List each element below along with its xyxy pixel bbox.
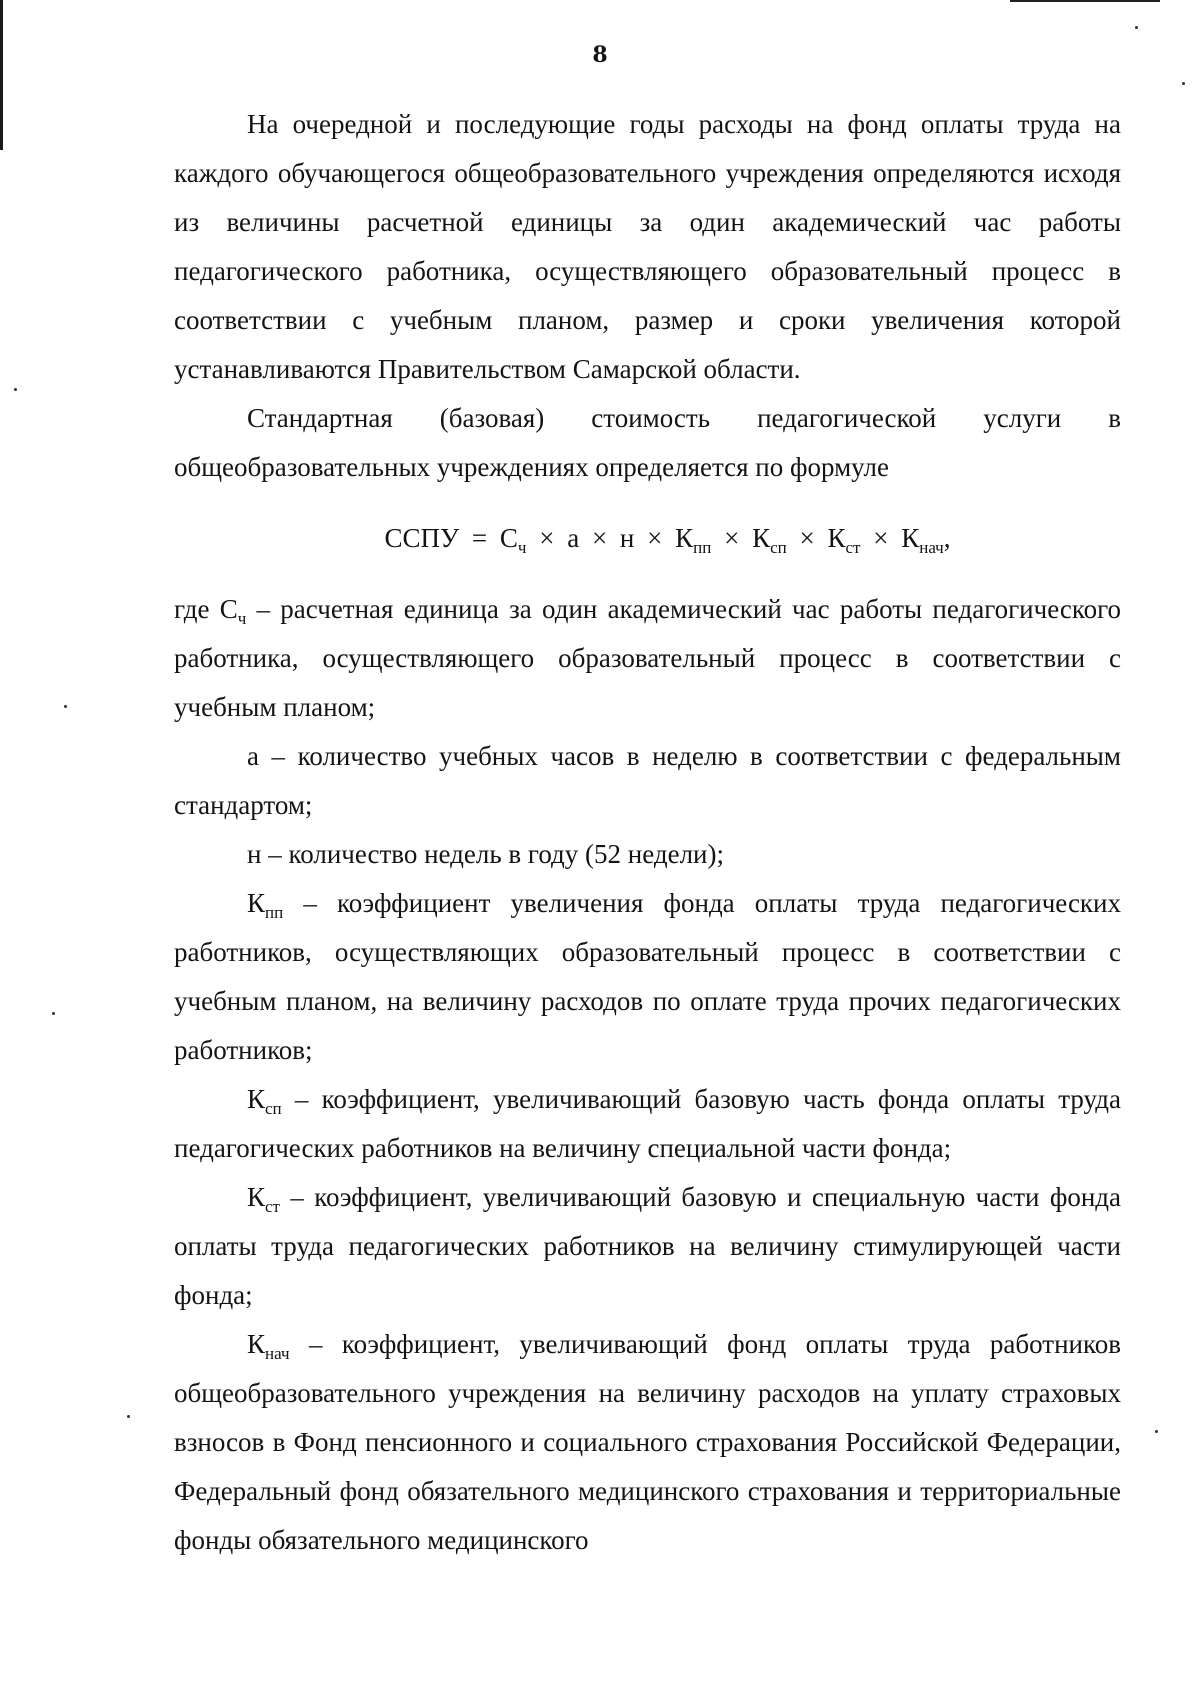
formula-times: × xyxy=(799,523,815,553)
scan-edge-top xyxy=(1010,0,1160,2)
formula-times: × xyxy=(724,523,740,553)
definition-c xyxy=(174,585,1121,732)
formula-kpp-sub: пп xyxy=(693,538,712,557)
definition-n: н – количество недель в году (52 недели); xyxy=(247,839,724,869)
definition-kpp-sub: пп xyxy=(265,903,284,922)
formula-kst: К xyxy=(827,523,846,553)
paragraph-intro: На очередной и последующие годы расходы на фонд оплаты труда на каждого обучающегося общеобразовательного учреждения определяются исходя из величины расчетной единицы за один академический час работы педагогического работника, осуществляющего образовательный процесс в соответствии с учебным планом, размер и сроки увеличения которой устанавливаются Правительством Самарской области. xyxy=(174,109,1121,384)
scan-speck xyxy=(14,388,17,391)
formula-c: С xyxy=(499,523,518,553)
definition-a: а – количество учебных часов в неделю в соответствии с федеральным стандартом; xyxy=(174,741,1121,820)
definition-c-prefix: где xyxy=(174,594,220,624)
formula-tail: , xyxy=(943,523,951,553)
definition-kpp-text: – коэффициент увеличения фонда оплаты труда педагогических работников, осуществляющих образовательный процесс в соответствии с учебным планом, на величину расходов по оплате труда прочих педагогических работников; xyxy=(174,888,1121,1065)
scan-edge-left xyxy=(0,0,3,150)
formula-ksp: К xyxy=(752,523,771,553)
definition-ksp-sub: сп xyxy=(265,1099,282,1118)
formula-ksp-sub: сп xyxy=(770,538,787,557)
document-body xyxy=(174,100,1121,1565)
definition-kst-text: – коэффициент, увеличивающий базовую и специальную части фонда оплаты труда педагогических работников на величину стимулирующей части фонда; xyxy=(174,1182,1121,1310)
scan-speck xyxy=(1135,26,1138,29)
definition-ksp-text: – коэффициент, увеличивающий базовую часть фонда оплаты труда педагогических работников на величину специальной части фонда; xyxy=(174,1084,1121,1163)
formula-times: × xyxy=(647,523,663,553)
formula-equals: = xyxy=(471,523,488,553)
scan-speck xyxy=(64,705,67,708)
formula-c-sub: ч xyxy=(517,538,527,557)
formula-times: × xyxy=(873,523,889,553)
definition-ksp-symbol: К xyxy=(247,1084,266,1114)
formula-times: × xyxy=(539,523,555,553)
definition-c-symbol: С xyxy=(219,594,238,624)
definition-knach-sub: нач xyxy=(265,1344,290,1363)
formula-n: н xyxy=(619,523,635,553)
definition-knach-symbol: К xyxy=(247,1329,266,1359)
definition-knach-text: – коэффициент, увеличивающий фонд оплаты труда работников общеобразовательного учреждения на величину расходов на уплату страховых взносов в Фонд пенсионного и социального страхования Российской Федерации, Федеральный фонд обязательного медицинского страхования и территориальные фонды обязательного медицинского xyxy=(174,1329,1121,1555)
formula-times: × xyxy=(591,523,608,553)
scan-speck xyxy=(127,1415,130,1418)
paragraph-formula-lead: Стандартная (базовая) стоимость педагогической услуги в общеобразовательных учреждениях определяется по формуле xyxy=(174,403,1121,482)
formula xyxy=(174,514,1121,563)
formula-kst-sub: ст xyxy=(845,538,861,557)
formula-a: а xyxy=(567,523,580,553)
definition-kpp xyxy=(174,879,1121,1075)
scan-speck xyxy=(1155,1430,1158,1433)
formula-kpp: К xyxy=(675,523,694,553)
definition-kst-symbol: К xyxy=(247,1182,266,1212)
definition-c-sub: ч xyxy=(237,609,247,628)
definition-ksp xyxy=(174,1075,1121,1173)
definition-knach xyxy=(174,1320,1121,1565)
formula-knach: К xyxy=(901,523,920,553)
formula-lhs: ССПУ xyxy=(384,523,460,553)
definition-kpp-symbol: К xyxy=(247,888,266,918)
page-number: 8 xyxy=(592,42,608,68)
scan-speck xyxy=(1182,82,1185,85)
formula-knach-sub: нач xyxy=(919,538,944,557)
definition-kst xyxy=(174,1173,1121,1320)
scan-speck xyxy=(52,1012,55,1015)
definition-c-text: – расчетная единица за один академический час работы педагогического работника, осуществляющего образовательный процесс в соответствии с учебным планом; xyxy=(174,594,1121,722)
definition-kst-sub: ст xyxy=(265,1197,280,1216)
